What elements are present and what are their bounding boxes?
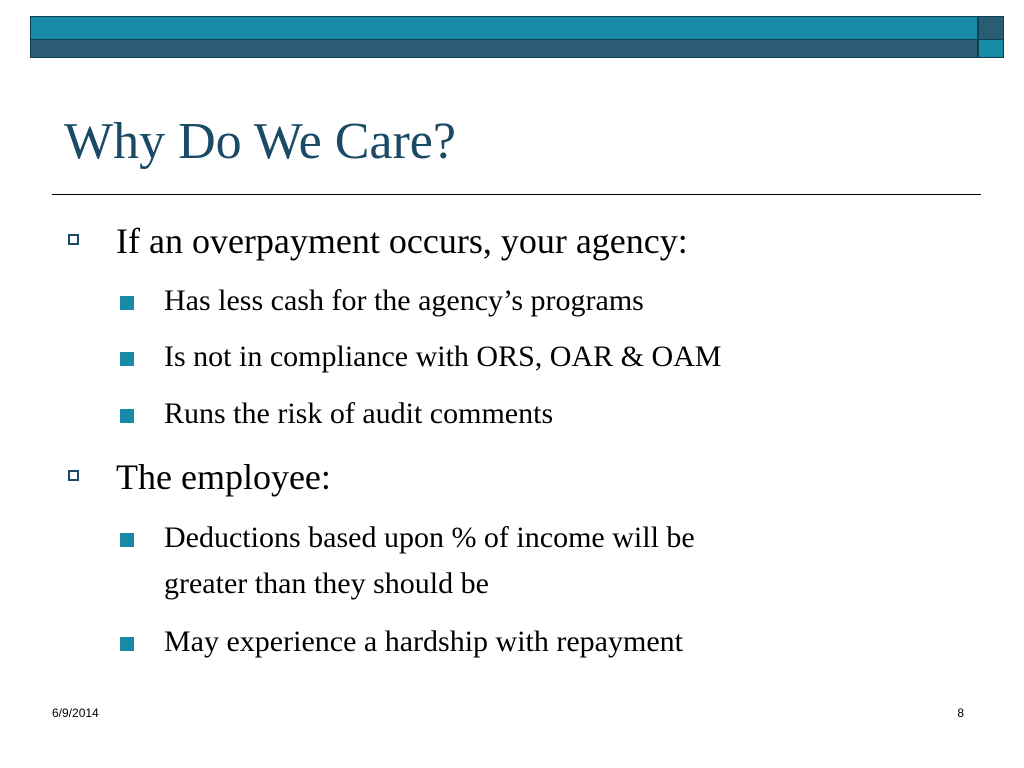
hollow-square-bullet-icon [68, 470, 79, 481]
filled-square-bullet-icon [120, 296, 134, 310]
bullet-text: If an overpayment occurs, your agency: [116, 221, 688, 261]
bullet-text-continued: greater than they should be [164, 567, 489, 600]
footer-date: 6/9/2014 [52, 706, 99, 720]
bullet-text: Deductions based upon % of income will be [164, 521, 695, 554]
filled-square-bullet-icon [120, 409, 134, 423]
filled-square-bullet-icon [120, 352, 134, 366]
bullet-text: Has less cash for the agency’s programs [164, 284, 644, 317]
bullet-text: The employee: [116, 457, 331, 497]
filled-square-bullet-icon [120, 533, 134, 547]
page-number: 8 [957, 706, 964, 720]
filled-square-bullet-icon [120, 637, 134, 651]
bullet-text: Runs the risk of audit comments [164, 397, 554, 430]
slide-title: Why Do We Care? [64, 113, 456, 170]
bullet-text: Is not in compliance with ORS, OAR & OAM [164, 340, 722, 373]
bullet-text: May experience a hardship with repayment [164, 625, 683, 658]
hollow-square-bullet-icon [68, 234, 79, 245]
